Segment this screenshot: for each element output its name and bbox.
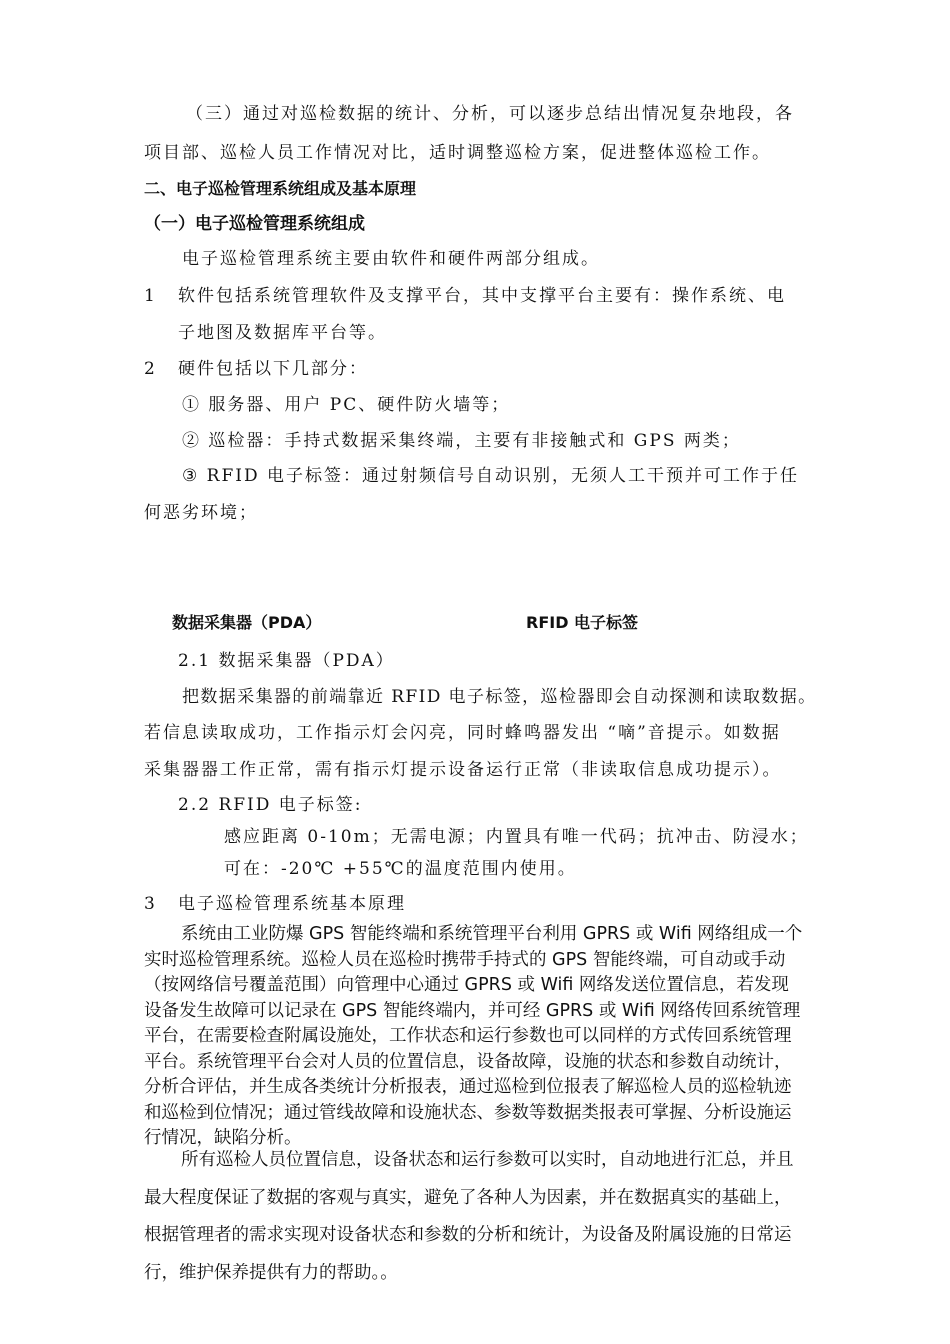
section-heading: 二、电子巡检管理系统组成及基本原理 — [144, 179, 417, 198]
section-3-number: 3 — [144, 894, 157, 914]
item-2-sub-2: ② 巡检器：手持式数据采集终端，主要有非接触式和 GPS 两类； — [182, 431, 741, 451]
item-2-sub-3-line-1: ③ RFID 电子标签：通过射频信号自动识别，无须人工干预并可工作于任 — [182, 466, 799, 486]
section-2-1-line-2: 若信息读取成功，工作指示灯会闪亮，同时蜂鸣器发出 “嘀”音提示。如数据 — [144, 723, 781, 743]
item-2-number: 2 — [144, 359, 157, 379]
section-2-1-line-3: 采集器器工作正常，需有指示灯提示设备运行正常（非读取信息成功提示）。 — [144, 760, 782, 780]
item-1-line-1: 软件包括系统管理软件及支撑平台，其中支撑平台主要有：操作系统、电 — [178, 286, 786, 306]
section-3-paragraph-2 — [144, 1142, 806, 1292]
item-2-text: 硬件包括以下几部分： — [178, 359, 368, 379]
section-2-1-line-1: 把数据采集器的前端靠近 RFID 电子标签，巡检器即会自动探测和读取数据。 — [182, 687, 817, 707]
section-3-heading — [144, 889, 406, 914]
item-2-sub-1: ① 服务器、用户 PC、硬件防火墙等； — [182, 395, 511, 415]
intro-line-2: 项目部、巡检人员工作情况对比，适时调整巡检方案，促进整体巡检工作。 — [144, 143, 771, 163]
item-1-line-2: 子地图及数据库平台等。 — [178, 323, 387, 343]
section-2-1-title: 2.1 数据采集器（PDA） — [178, 651, 395, 671]
item-2 — [144, 354, 368, 379]
item-1 — [144, 281, 786, 306]
item-2-sub-3-line-2: 何恶劣环境； — [144, 503, 258, 523]
figure-caption-pda: 数据采集器（PDA） — [172, 613, 322, 632]
summary-text: 电子巡检管理系统主要由软件和硬件两部分组成。 — [182, 249, 600, 269]
sub-heading: （一）电子巡检管理系统组成 — [144, 214, 365, 234]
section-2-2-title: 2.2 RFID 电子标签: — [178, 795, 363, 815]
section-3-paragraph-2-text: 所有巡检人员位置信息，设备状态和运行参数可以实时，自动地进行汇总，并且最大程度保证了数据的客观与真实，避免了各种人为因素，并在数据真实的基础上，根据管理者的需求实现对设备状态和参数的分析和统计，为设备及附属设施的日常运行，维护保养提供有力的帮助。。 — [144, 1150, 794, 1283]
section-3-paragraph-1 — [144, 922, 806, 1152]
item-1-number: 1 — [144, 286, 157, 306]
section-2-2-line-1: 感应距离 0-10m；无需电源；内置具有唯一代码；抗冲击、防浸水； — [224, 827, 809, 847]
intro-line-1: （三）通过对巡检数据的统计、分析，可以逐步总结出情况复杂地段，各 — [186, 104, 794, 124]
section-2-2-line-2: 可在：-20℃ +55℃的温度范围内使用。 — [224, 859, 577, 879]
section-3-paragraph-1-text: 系统由工业防爆 GPS 智能终端和系统管理平台利用 GPRS 或 Wifi 网络组成一个实时巡检管理系统。巡检人员在巡检时携带手持式的 GPS 智能终端，可自动或手动（按网络信号覆盖范围）向管理中心通过 GPRS 或 Wifi 网络发送位置信息，若发现设备发生故障可以记录在 GPS 智能终端内，并可经 GPRS 或 Wifi 网络传回系统管理平台，在需要检查附属设施处，工作状态和运行参数也可以同样的方式传回系统管理平台。系统管理平台会对人员的位置信息，设备故障，设施的状态和参数自动统计，分析合评估，并生成各类统计分析报表，通过巡检到位报表了解巡检人员的巡检轨迹和巡检到位情况；通过管线故障和设施状态、参数等数据类报表可掌握、分析设施运行情况，缺陷分析。 — [144, 924, 803, 1148]
section-3-title: 电子巡检管理系统基本原理 — [178, 894, 406, 914]
figure-caption-rfid: RFID 电子标签 — [526, 613, 639, 632]
